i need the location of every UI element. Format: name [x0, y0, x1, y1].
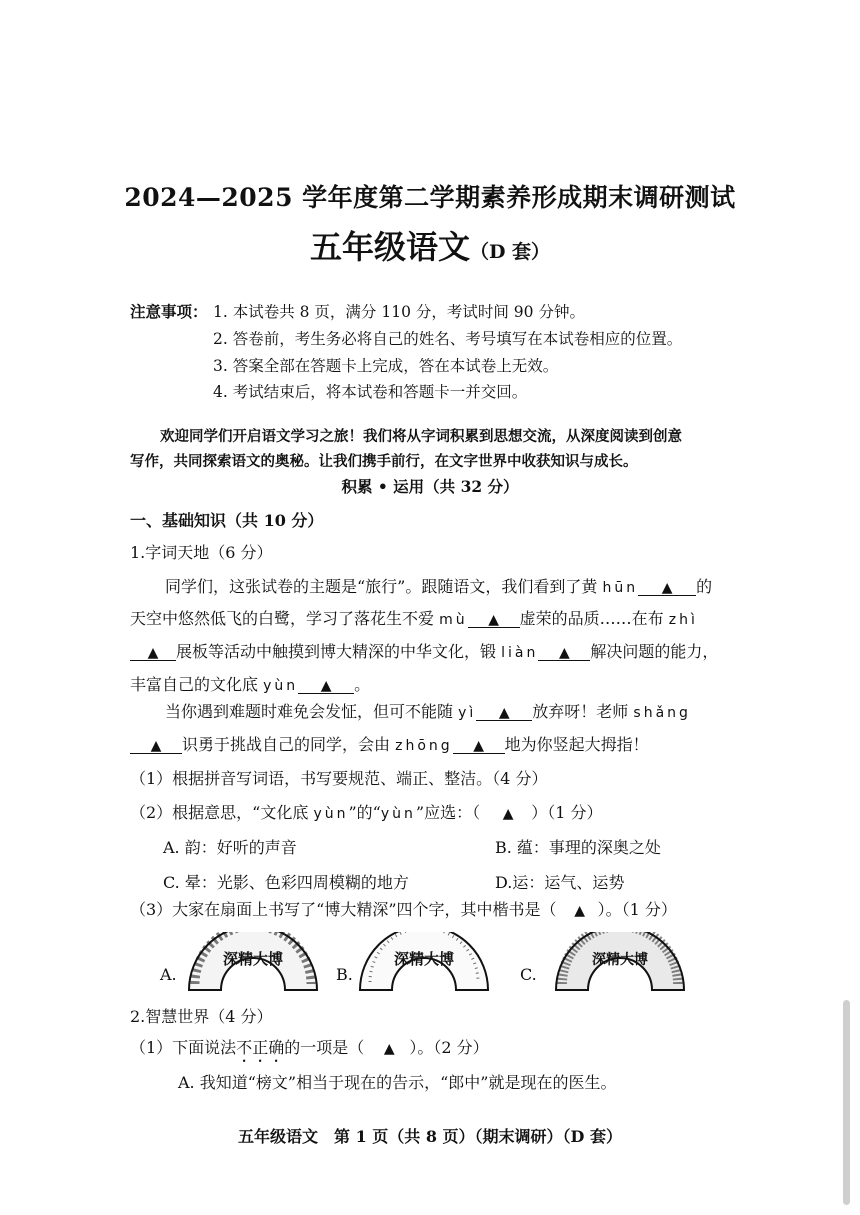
- answer-blank[interactable]: [476, 704, 532, 721]
- welcome-line-1: 欢迎同学们开启语文学习之旅！我们将从字词积累到思想交流，从深度阅读到创意: [160, 428, 682, 445]
- question-text: （1）下面说法: [130, 1038, 237, 1057]
- q2-option-a[interactable]: A. 我知道“榜文”相当于现在的告示，“郎中”就是现在的医生。: [178, 1073, 617, 1092]
- triangle-icon: ▲: [498, 705, 510, 721]
- notice-item-1: 1. 本试卷共 8 页，满分 110 分，考试时间 90 分钟。: [213, 303, 585, 321]
- passage-text: 丰富自己的文化底: [130, 675, 259, 694]
- q1-option-d[interactable]: D.运：运气、运势: [495, 873, 625, 892]
- passage-line-6: [130, 732, 649, 755]
- answer-blank[interactable]: [638, 579, 696, 596]
- answer-blank[interactable]: [453, 737, 505, 754]
- question-text: ）。（2 分）: [409, 1038, 489, 1057]
- answer-blank[interactable]: [298, 677, 354, 694]
- fan-c-image[interactable]: [552, 932, 688, 992]
- exam-header-line: 2024—2025 学年度第二学期素养形成期末调研测试: [124, 183, 736, 212]
- part1-title: 一、基础知识（共 10 分）: [130, 511, 324, 530]
- question-text: （3）大家在扇面上书写了“博大精深”四个字，其中楷书是（: [130, 900, 557, 919]
- pinyin-yun: yùn: [380, 806, 416, 822]
- question-text: （2）根据意思，“文化底: [130, 803, 309, 822]
- passage-line-3: [130, 639, 718, 662]
- triangle-icon: ▲: [473, 738, 485, 754]
- fan-a-label: A.: [160, 965, 177, 984]
- answer-blank[interactable]: [130, 644, 176, 661]
- passage-text: 。: [354, 675, 371, 694]
- passage-text: 解决问题的能力，: [590, 642, 719, 661]
- question-text: ”的“: [348, 803, 381, 822]
- q1-sub3: [130, 897, 677, 920]
- welcome-line-2: 写作，共同探索语文的奥秘。让我们携手前行，在文字世界中收获知识与成长。: [130, 453, 638, 470]
- passage-text: 天空中悠然低飞的白鹭，学习了落花生不爱: [130, 609, 435, 628]
- answer-blank[interactable]: [538, 644, 590, 661]
- scrollbar[interactable]: [843, 1000, 850, 1205]
- fan-b-label: B.: [336, 965, 353, 984]
- fan-b-text: 深精大博: [393, 950, 455, 968]
- triangle-icon: ▲: [150, 738, 162, 754]
- fan-b-image[interactable]: [356, 932, 492, 992]
- answer-blank[interactable]: [468, 611, 520, 628]
- passage-line-1: [165, 574, 712, 597]
- q1-title: 1.字词天地（6 分）: [130, 543, 273, 562]
- question-text: ）（1 分）: [531, 803, 603, 822]
- triangle-icon: ▲: [558, 645, 570, 661]
- triangle-icon: ▲: [574, 903, 586, 919]
- passage-text: 放弃呀！老师: [532, 702, 629, 721]
- passage-text: 展板等活动中触摸到博大精深的中华文化，锻: [176, 642, 497, 661]
- triangle-icon: ▲: [320, 678, 332, 694]
- answer-slot[interactable]: [485, 803, 531, 822]
- fan-c-label: C.: [520, 965, 537, 984]
- fan-a-text: 深精大博: [222, 950, 284, 968]
- passage-text: 的: [696, 577, 713, 596]
- pinyin-yun: yùn: [313, 806, 349, 822]
- passage-line-2: [130, 606, 698, 629]
- q1-option-a[interactable]: A. 韵：好听的声音: [163, 838, 297, 857]
- passage-text: 识勇于挑战自己的同学，会由: [182, 735, 391, 754]
- passage-text: 地为你竖起大拇指！: [504, 735, 649, 754]
- pinyin-zhong: zhōng: [395, 738, 453, 754]
- passage-text: 当你遇到难题时难免会发怔，但可不能随: [165, 702, 454, 721]
- exam-title-suffix: （D 套）: [469, 241, 551, 263]
- passage-line-5: [165, 699, 691, 722]
- fan-c-text: 深精大博: [592, 952, 648, 968]
- triangle-icon: ▲: [147, 645, 159, 661]
- pinyin-mu: mù: [439, 612, 468, 628]
- pinyin-hun: hūn: [602, 580, 639, 596]
- answer-blank[interactable]: [130, 737, 182, 754]
- question-text: 的一项是（: [284, 1038, 365, 1057]
- question-text: ）。（1 分）: [597, 900, 677, 919]
- pinyin-lian: liàn: [501, 645, 539, 661]
- passage-text: 同学们，这张试卷的主题是“旅行”。跟随语文，我们看到了黄: [165, 577, 598, 596]
- pinyin-yun: yùn: [263, 678, 299, 694]
- triangle-icon: ▲: [383, 1041, 395, 1057]
- notice-item-2: 2. 答卷前，考生务必将自己的姓名、考号填写在本试卷相应的位置。: [213, 330, 683, 348]
- pinyin-yi: yì: [458, 705, 477, 721]
- passage-line-4: [130, 672, 370, 695]
- q2-title: 2.智慧世界（4 分）: [130, 1007, 273, 1026]
- question-text: ”应选：（: [415, 803, 481, 822]
- notice-item-4: 4. 考试结束后，将本试卷和答题卡一并交回。: [213, 383, 528, 401]
- q1-sub2: [130, 800, 602, 823]
- page-footer: 五年级语文 第 1 页（共 8 页）（期末调研）（D 套）: [238, 1127, 622, 1146]
- notice-label: 注意事项：: [130, 302, 208, 321]
- section-title: 积累 • 运用（共 32 分）: [341, 477, 519, 496]
- q1-sub1: （1）根据拼音写词语，书写要规范、端正、整洁。（4 分）: [130, 769, 548, 788]
- exam-title-main: 五年级语文: [309, 228, 470, 266]
- triangle-icon: ▲: [502, 806, 514, 822]
- passage-text: 虚荣的品质……在布: [519, 609, 664, 628]
- triangle-icon: ▲: [661, 580, 673, 596]
- emphasis-text: 不正确: [236, 1038, 285, 1057]
- fan-a-image[interactable]: [185, 932, 321, 992]
- q1-option-c[interactable]: C. 晕：光影、色彩四周模糊的地方: [163, 873, 409, 892]
- q1-option-b[interactable]: B. 蕴：事理的深奥之处: [495, 838, 661, 857]
- pinyin-shang: shǎng: [633, 705, 691, 721]
- q2-sub1: [130, 1035, 489, 1066]
- pinyin-zhi: zhì: [668, 612, 698, 628]
- exam-title: [0, 222, 860, 268]
- answer-slot[interactable]: [562, 900, 598, 919]
- triangle-icon: ▲: [488, 612, 500, 628]
- notice-item-3: 3. 答案全部在答题卡上完成，答在本试卷上无效。: [213, 357, 559, 375]
- answer-slot[interactable]: [369, 1038, 409, 1057]
